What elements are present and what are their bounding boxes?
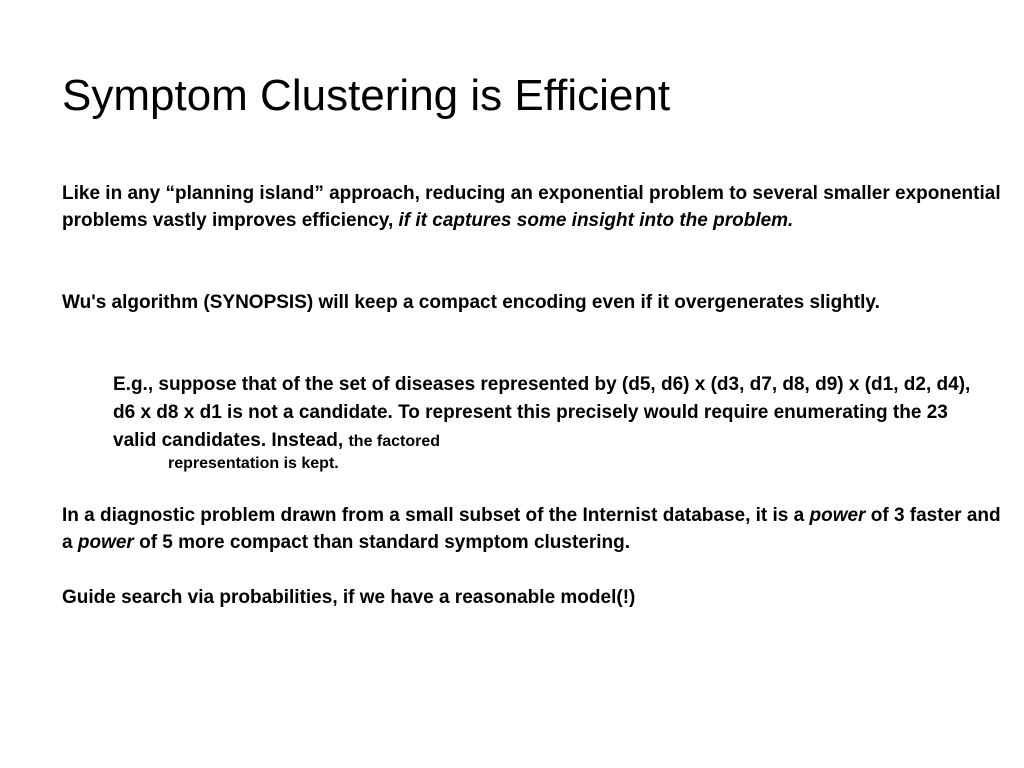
slide-title: Symptom Clustering is Efficient: [62, 71, 671, 120]
example-small-text: the factored: [348, 433, 441, 450]
example-tail-text: representation is kept.: [168, 455, 339, 472]
paragraph-planning-island-italic: if it captures some insight into the problem.: [398, 210, 794, 231]
example-text: E.g., suppose that of the set of diseases represented by (d5, d6) x (d3, d7, d8, d9) x (d1, d2, d4), d6 x d8 x d1 is not a candidate. To represent this precisely would require enumerating the 23 valid candidates. Instead,: [113, 374, 971, 451]
paragraph-planning-island: [62, 180, 1002, 234]
internist-text-a: In a diagnostic problem drawn from a small subset of the Internist database, it is a: [62, 505, 810, 526]
internist-text-b: of 3 faster and a: [62, 505, 1001, 553]
paragraph-internist-result: [62, 502, 1002, 556]
example-paragraph: [113, 371, 993, 456]
paragraph-planning-island-text: Like in any “planning island” approach, reducing an exponential problem to several smaller exponential problems vastly improves efficiency,: [62, 183, 1001, 231]
internist-text-c: of 5 more compact than standard symptom clustering.: [133, 532, 631, 553]
internist-power-2: power: [77, 532, 134, 553]
paragraph-wu-algorithm: Wu's algorithm (SYNOPSIS) will keep a compact encoding even if it overgenerates slightly.: [62, 292, 880, 313]
paragraph-guide-search: Guide search via probabilities, if we have a reasonable model(!): [62, 587, 636, 608]
internist-power-1: power: [809, 505, 866, 526]
